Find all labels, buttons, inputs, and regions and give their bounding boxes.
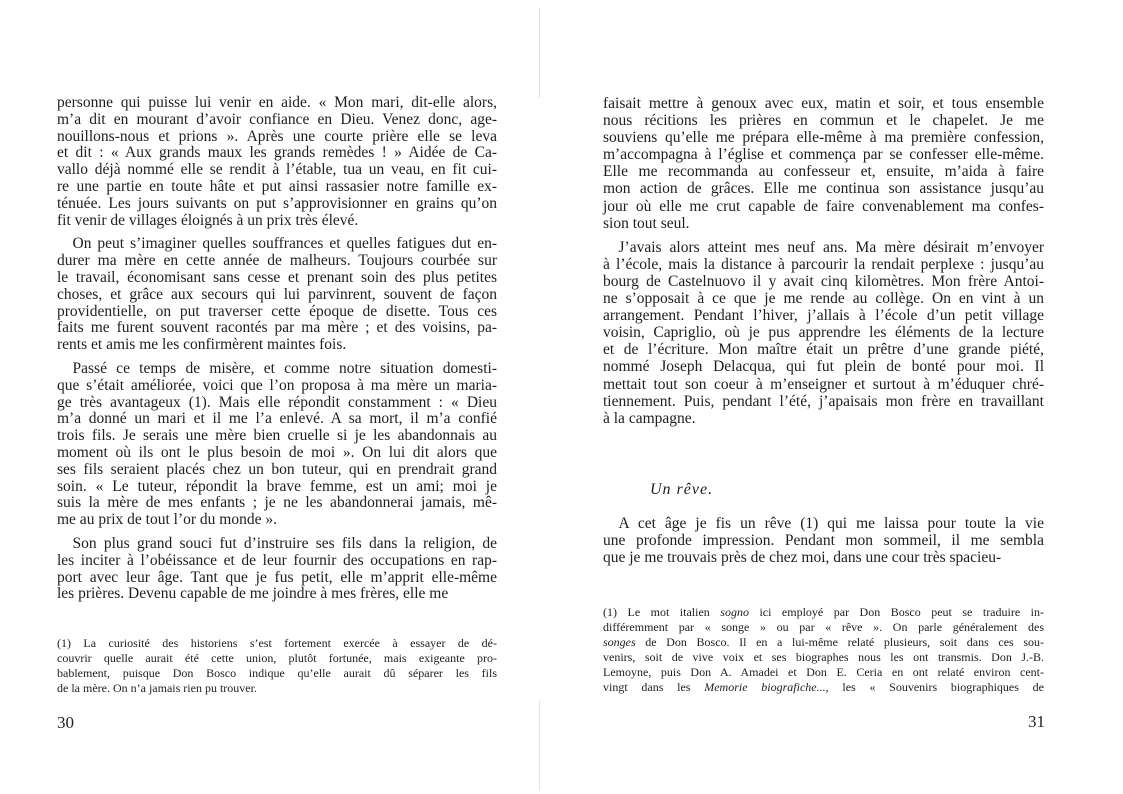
right-page-footnote — [603, 605, 1044, 695]
footnote-line — [603, 605, 1044, 620]
text-line: à l’école, mais la distance à parcourir la rendait perplexe : jusqu’au — [603, 255, 1044, 273]
text-line: Son plus grand souci fut d’instruire ses fils dans la religion, de — [57, 534, 497, 552]
footnote-line — [603, 650, 1044, 665]
text-line: de la mère. On n’a jamais rien pu trouver. — [57, 681, 257, 695]
text-segment: (1) Le mot italien — [603, 605, 721, 619]
footnote-line — [603, 680, 1044, 695]
paragraph — [57, 361, 497, 529]
text-segment: vingt dans les — [603, 680, 705, 694]
left-page-number: 30 — [57, 713, 74, 732]
text-line: ge très avantageux (1). Mais elle répondit constamment : « Dieu — [57, 393, 497, 411]
text-line: choses, et grâce aux secours qui lui parvinrent, souvent de façon — [57, 285, 497, 303]
text-line: nouillons-nous et prions ». Après une courte prière elle se leva — [57, 127, 497, 145]
text-line: et dit : « Aux grands maux les grands remèdes ! » Aidée de Ca- — [57, 144, 497, 162]
text-line: re une partie en toute hâte et put ainsi rassasier notre famille ex- — [57, 177, 497, 195]
gutter-mark-top — [539, 8, 540, 98]
text-line: arrangement. Pendant l’hiver, j’allais à l’école d’un petit village — [603, 307, 1044, 325]
italic-text: Memorie biografiche... — [704, 680, 826, 694]
text-line: et de l’écriture. Mon maître était un prêtre d’une grande piété, — [603, 341, 1044, 359]
right-page-number: 31 — [1028, 712, 1045, 731]
text-segment: , les « Souvenirs biographiques de — [825, 680, 1044, 694]
text-line: jour où elle me crut capable de faire convenablement ma confes- — [603, 197, 1044, 215]
text-line: (1) La curiosité des historiens s’est fortement exercée à essayer de dé- — [57, 636, 497, 650]
text-line: sion tout seul. — [603, 214, 690, 232]
text-line: m’accompagna à l’église et commença par se confesser elle-même. — [603, 146, 1044, 164]
text-segment: Lemoyne, puis Don A. Amadei et Don E. Ceria en ont relaté environ cent- — [603, 665, 1044, 679]
text-line: couvrir quelle aurait été cette union, plutôt fortunée, mais exigeante pro- — [57, 651, 497, 665]
text-line: faits me furent souvent racontés par ma mère ; et des voisins, pa- — [57, 319, 497, 337]
text-line: souviens qu’elle me prépara elle-même à ma première confession, — [603, 129, 1044, 147]
text-line: que s’était améliorée, voici que l’on proposa à ma mère un maria- — [57, 376, 497, 394]
text-line: m’a donné un mari et il me l’a enlevé. A sa mort, il m’a confié — [57, 410, 497, 428]
text-line: mon action de grâces. Elle me continua son assistance jusqu’au — [603, 180, 1044, 198]
text-line: vallo déjà nommé elle se rendit à l’étable, tua un veau, en fit cui- — [57, 161, 497, 179]
text-line: bablement, puisque Don Bosco indique qu’elle aurait dû séparer les fils — [57, 666, 497, 680]
text-line: trois fils. Je serais une mère bien cruelle si je les abandonnais au — [57, 427, 497, 445]
italic-text: songes — [603, 635, 636, 649]
text-line: rents et amis me les confirmèrent maintes fois. — [57, 336, 347, 354]
text-line: providentielle, on put traverser cette époque de disette. Tous ces — [57, 302, 497, 320]
text-line: durer ma mère en cette année de malheurs. Toujours courbée sur — [57, 252, 497, 270]
text-line: à la campagne. — [603, 409, 696, 427]
text-line: nous récitions les prières en commun et le chapelet. Je me — [603, 112, 1044, 130]
footnote-line — [603, 635, 1044, 650]
text-line: voisin, Capriglio, où je pus apprendre les éléments de la lecture — [603, 324, 1044, 342]
text-line: ses fils seraient placés chez un bon tuteur, qui en prendrait grand — [57, 460, 497, 478]
right-page-section-body — [603, 515, 1044, 573]
text-segment: de Don Bosco. Il en a lui-même relaté plusieurs, soit dans ces sou- — [635, 635, 1044, 649]
text-segment: ici employé par Don Bosco peut se traduire in- — [748, 605, 1044, 619]
footnote-line — [603, 665, 1044, 680]
text-segment: venirs, soit de vive voix et ses biographes nous les ont transmis. Don J.-B. — [603, 650, 1044, 664]
text-line: Elle me recommanda au confesseur et, ensuite, m’aida à faire — [603, 163, 1044, 181]
right-page-body — [603, 95, 1044, 434]
italic-text: sogno — [720, 605, 749, 619]
text-line: mettait tout son coeur à m’enseigner et surtout à m’éduquer chré- — [603, 375, 1044, 393]
section-heading: Un rêve. — [650, 481, 714, 498]
text-line: que je me trouvais près de chez moi, dans une cour très spacieu- — [603, 549, 1002, 567]
paragraph — [57, 536, 497, 603]
text-line: soin. « Le tuteur, répondit la brave femme, est un ami; moi je — [57, 477, 497, 495]
left-page-footnote — [57, 636, 497, 696]
text-line: tiennement. Puis, pendant l’été, j’apaisais mon frère en travaillant — [603, 392, 1044, 410]
paragraph — [603, 515, 1044, 566]
text-line: fit venir de villages éloignés à un prix très élevé. — [57, 211, 359, 229]
text-line: A cet âge je fis un rêve (1) qui me laissa pour toute la vie — [603, 515, 1044, 532]
text-line: personne qui puisse lui venir en aide. « Mon mari, dit-elle alors, — [57, 94, 497, 111]
text-line: port avec leur âge. Tant que je fus petit, elle m’apprit elle-même — [57, 568, 497, 586]
paragraph — [57, 236, 497, 354]
text-line: le travail, économisant sans cesse et prenant soin des plus petites — [57, 268, 497, 286]
text-line: me au prix de tout l’or du monde ». — [57, 511, 277, 529]
text-line: Passé ce temps de misère, et comme notre situation domesti- — [57, 359, 497, 377]
paragraph — [603, 239, 1044, 427]
text-line: On peut s’imaginer quelles souffrances et quelles fatigues dut en- — [57, 235, 497, 253]
text-line: m’a dit en mourant d’avoir confiance en Dieu. Venez donc, age- — [57, 110, 497, 128]
paragraph — [57, 95, 497, 229]
text-line: ténuée. Les jours suivants on put s’approvisionner en grains qu’on — [57, 194, 497, 212]
text-line: suis la mère de mes enfants ; je ne les abandonnerai jamais, mê- — [57, 494, 497, 512]
paragraph — [603, 95, 1044, 232]
text-line: moment où ils ont le plus besoin de moi ». On lui dit alors que — [57, 443, 497, 461]
left-page-body — [57, 95, 497, 610]
text-line: faisait mettre à genoux avec eux, matin et soir, et tous ensemble — [603, 95, 1044, 112]
text-line: les inciter à l’obéissance et de leur fournir des occupations en rap- — [57, 551, 497, 569]
footnote-line — [603, 620, 1044, 635]
text-line: ne s’opposait à ce que je me rende au collège. On en vint à un — [603, 290, 1044, 308]
text-line: une profonde impression. Pendant mon sommeil, il me sembla — [603, 532, 1044, 550]
text-line: nommé Joseph Delacqua, qui fut plein de bonté pour moi. Il — [603, 358, 1044, 376]
gutter-mark-bottom — [539, 700, 540, 790]
text-line: bourg de Castelnuovo il y avait cinq kilomètres. Mon frère Antoi- — [603, 272, 1044, 290]
text-line: les prières. Devenu capable de me joindre à mes frères, elle me — [57, 585, 449, 603]
text-line: J’avais alors atteint mes neuf ans. Ma mère désirait m’envoyer — [603, 238, 1044, 256]
text-segment: différemment par « songe » ou par « rêve ». On parle généralement des — [603, 620, 1044, 634]
